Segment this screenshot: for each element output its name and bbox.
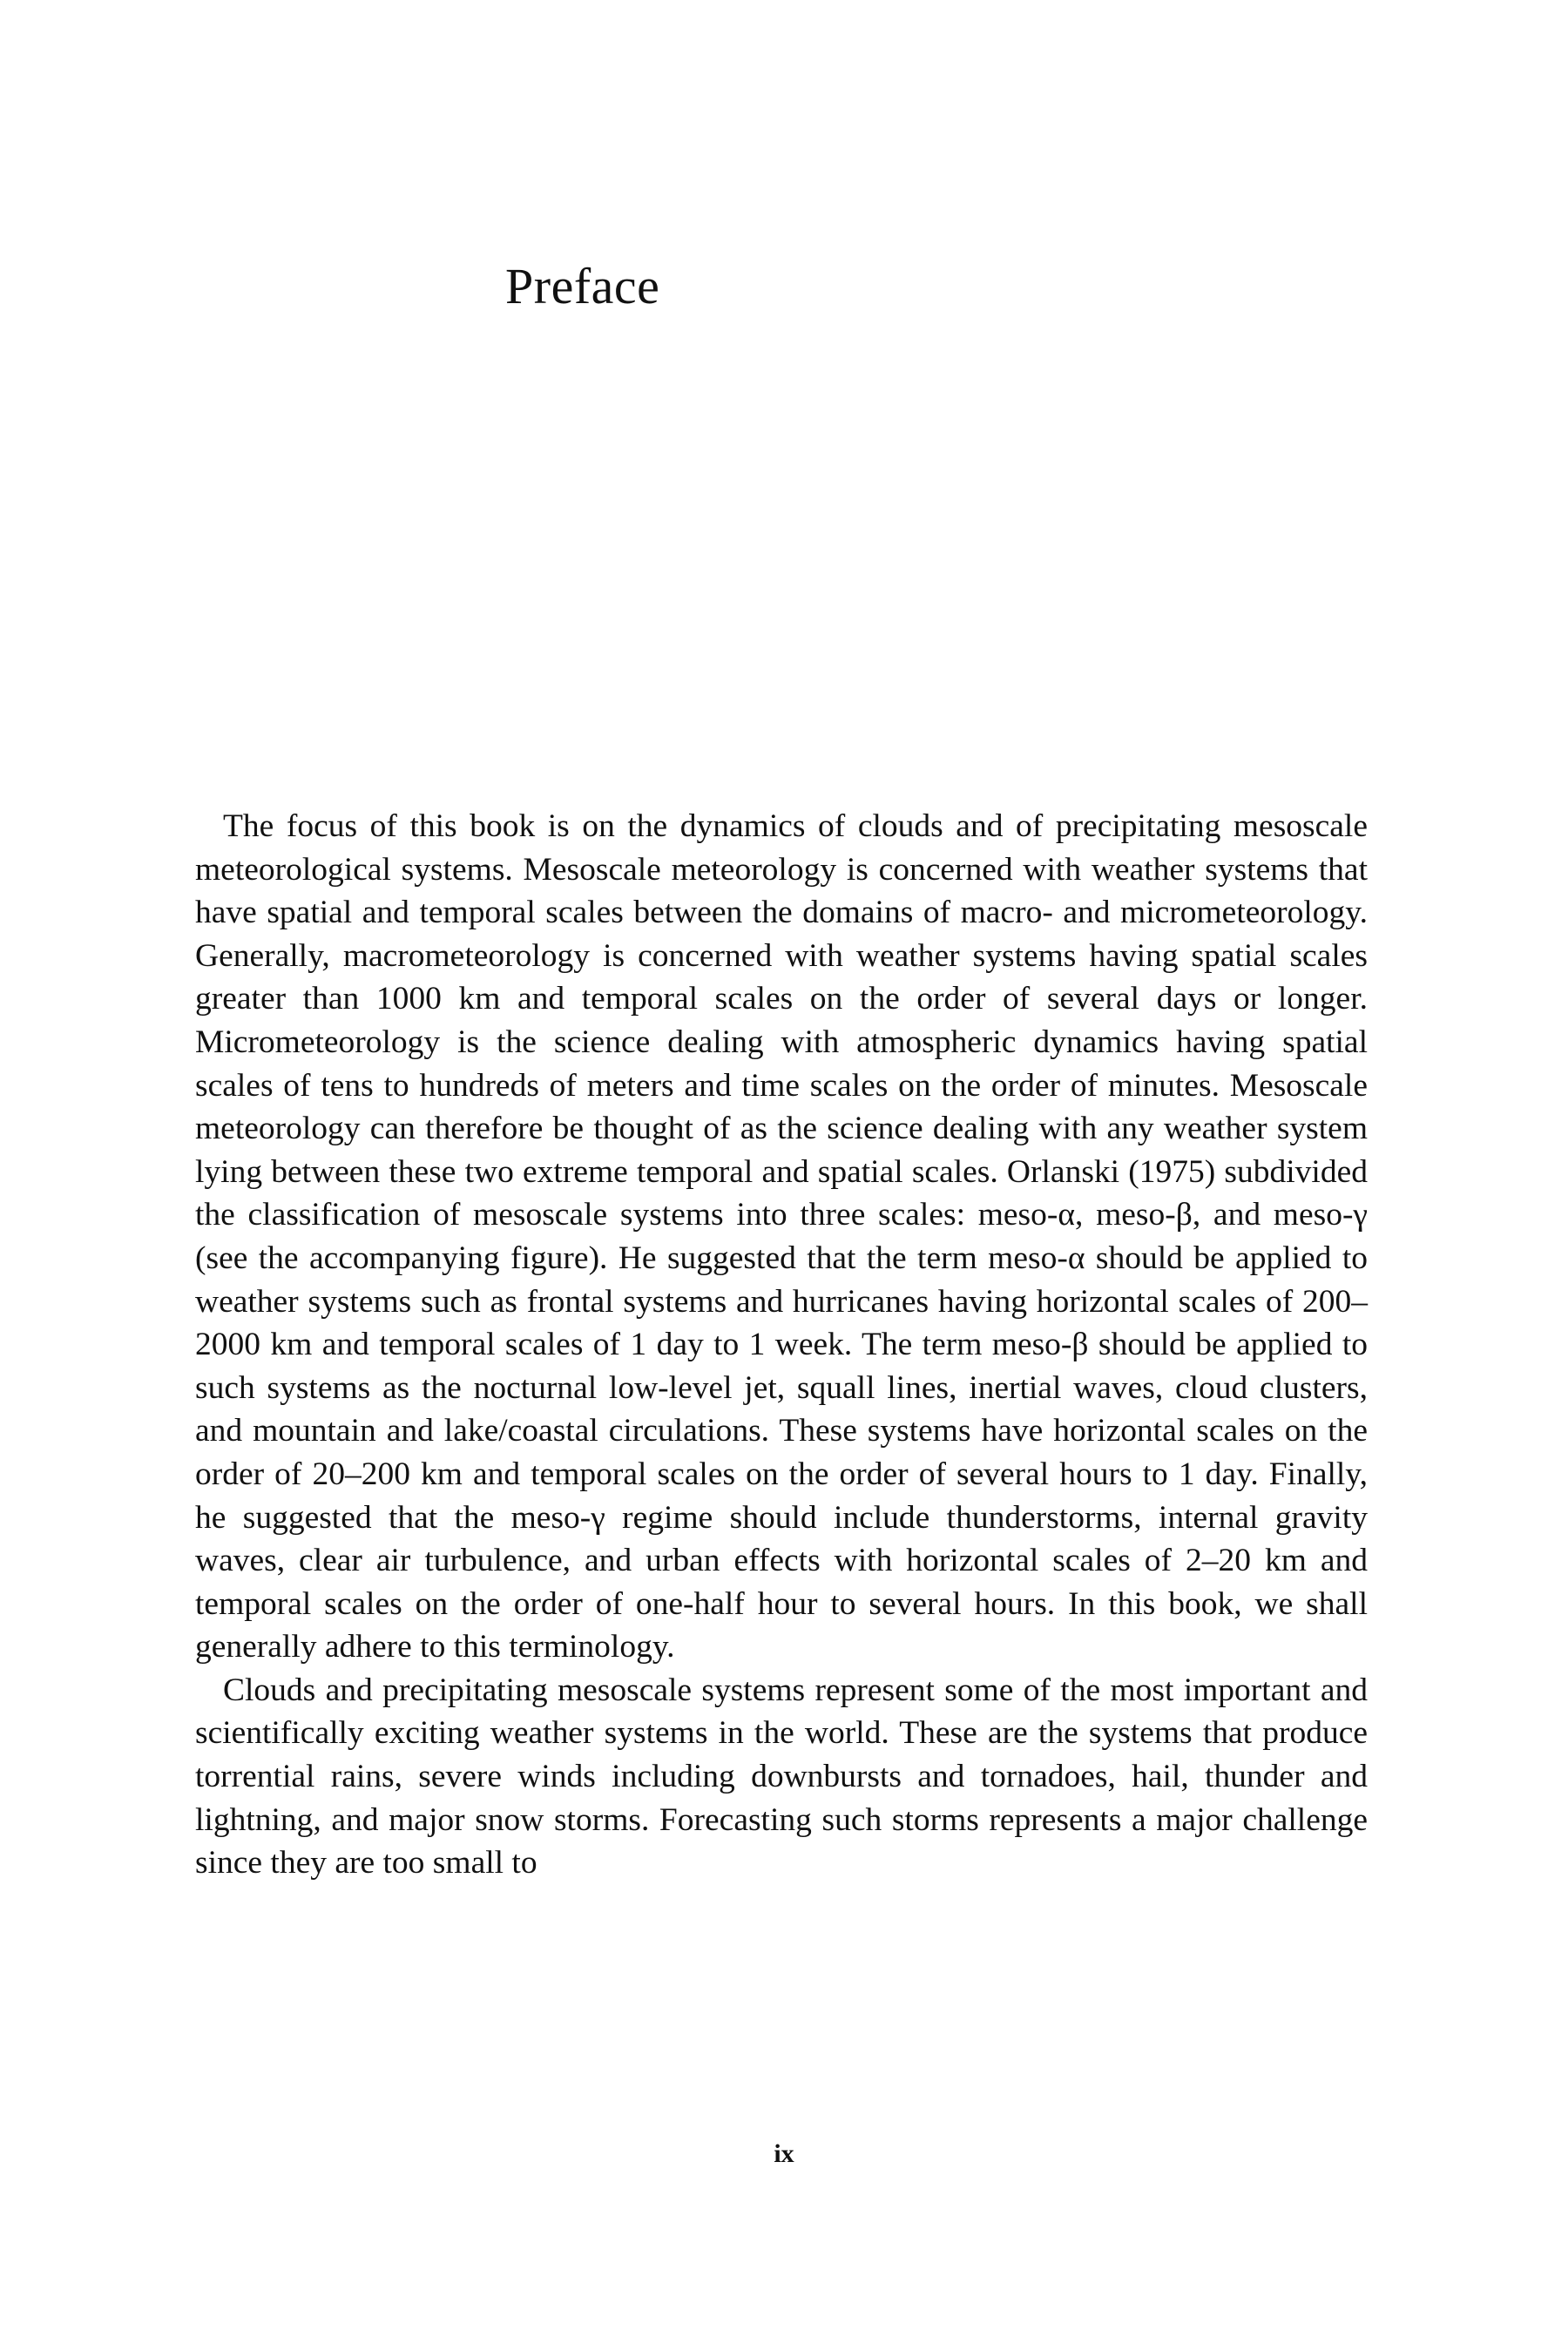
body-text (195, 805, 1368, 1885)
paragraph-2: Clouds and precipitating mesoscale systems represent some of the most important and scientifically exciting weather systems in the world. These are the systems that produce torrential rains, severe winds including downbursts and tornadoes, hail, thunder and lightning, and major snow storms. Forecasting such storms represents a major challenge since they are too small to (195, 1672, 1368, 1881)
page-number: ix (774, 2139, 794, 2168)
paragraph-1: The focus of this book is on the dynamics of clouds and of precipitating mesoscale meteorological systems. Mesoscale meteorology is concerned with weather systems that have spatial and temporal scales between the domains of macro- and micrometeorology. Generally, macrometeorology is concerned with weather systems having spatial scales greater than 1000 km and temporal scales on the order of several days or longer. Micrometeorology is the science dealing with atmospheric dynamics having spatial scales of tens to hundreds of meters and time scales on the order of minutes. Mesoscale meteorology can therefore be thought of as the science dealing with any weather system lying between these two extreme temporal and spatial scales. Orlanski (1975) subdivided the classification of mesoscale systems into three scales: meso-α, meso-β, and meso-γ (see the accompanying figure). He suggested that the term meso-α should be applied to weather systems such as frontal systems and hurricanes having horizontal scales of 200–2000 km and temporal scales of 1 day to 1 week. The term meso-β should be applied to such systems as the nocturnal low-level jet, squall lines, inertial waves, cloud clusters, and mountain and lake/coastal circulations. These systems have horizontal scales on the order of 20–200 km and temporal scales on the order of several hours to 1 day. Finally, he suggested that the meso-γ regime should include thunderstorms, internal gravity waves, clear air turbulence, and urban effects with horizontal scales of 2–20 km and temporal scales on the order of one-half hour to several hours. In this book, we shall generally adhere to this terminology. (195, 808, 1368, 1665)
page-title: Preface (505, 258, 660, 314)
